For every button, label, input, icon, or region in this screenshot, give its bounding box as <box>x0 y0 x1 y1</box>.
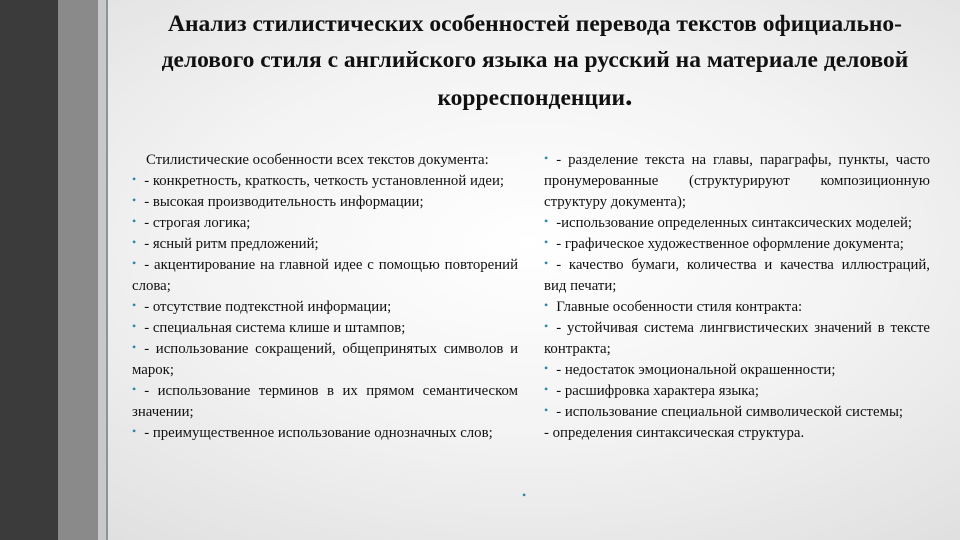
list-item <box>132 213 518 234</box>
bullet-icon: • <box>544 361 549 375</box>
bullet-icon: • <box>544 151 549 165</box>
right-bullet-list <box>544 150 930 423</box>
list-item <box>544 360 930 381</box>
list-item <box>132 192 518 213</box>
list-item-text: - качество бумаги, количества и качества иллюстраций, вид печати; <box>544 257 930 294</box>
left-column <box>132 150 518 444</box>
list-item <box>544 297 930 318</box>
list-item <box>132 423 518 444</box>
bullet-icon: • <box>132 424 137 438</box>
list-item <box>544 255 930 297</box>
list-item-text: - строгая логика; <box>144 215 251 231</box>
list-item-text: - использование терминов в их прямом семантическом значении; <box>132 383 518 420</box>
list-item-text: - ясный ритм предложений; <box>144 236 319 252</box>
left-bullet-list <box>132 171 518 444</box>
bullet-icon: • <box>544 403 549 417</box>
bullet-icon: • <box>132 256 137 270</box>
list-item-text: - высокая производительность информации; <box>144 194 424 210</box>
list-item-text: -использование определенных синтаксических моделей; <box>556 215 912 231</box>
list-item-text: - специальная система клише и штампов; <box>144 320 406 336</box>
decorative-stripe-dark <box>0 0 58 540</box>
list-item-text: Главные особенности стиля контракта: <box>556 299 803 315</box>
slide-title <box>140 6 930 116</box>
list-item <box>132 318 518 339</box>
decorative-stripe-accent <box>106 0 108 540</box>
bullet-icon: • <box>132 298 137 312</box>
list-item <box>132 234 518 255</box>
bullet-icon: • <box>544 382 549 396</box>
list-item-text: - разделение текста на главы, параграфы, пункты, часто пронумерованные (структурируют композиционную структуру документа); <box>544 152 930 210</box>
right-tail: - определения синтаксическая структура. <box>544 425 805 441</box>
bullet-icon: • <box>522 488 527 502</box>
list-item-text: - использование специальной символической системы; <box>556 404 903 420</box>
bullet-icon: • <box>132 235 137 249</box>
right-column <box>544 150 930 444</box>
bullet-icon: • <box>132 382 137 396</box>
list-item <box>132 297 518 318</box>
list-item <box>132 381 518 423</box>
list-item-text: - отсутствие подтекстной информации; <box>144 299 392 315</box>
list-item-text: - преимущественное использование однозначных слов; <box>144 425 493 441</box>
bullet-icon: • <box>544 235 549 249</box>
bullet-icon: • <box>132 319 137 333</box>
bullet-icon: • <box>544 319 549 333</box>
list-item <box>132 255 518 297</box>
bullet-icon: • <box>544 256 549 270</box>
list-item-text: - использование сокращений, общепринятых символов и марок; <box>132 341 518 378</box>
list-item <box>544 318 930 360</box>
decorative-stripe-light <box>98 0 106 540</box>
list-item-text: - конкретность, краткость, четкость установленной идеи; <box>144 173 504 189</box>
bullet-icon: • <box>544 214 549 228</box>
bullet-icon: • <box>132 214 137 228</box>
list-item-text: - акцентирование на главной идее с помощью повторений слова; <box>132 257 518 294</box>
list-item-text: - расшифровка характера языка; <box>556 383 759 399</box>
list-item <box>132 339 518 381</box>
slide-title-dot: . <box>625 79 633 112</box>
list-item <box>544 402 930 423</box>
list-item <box>544 381 930 402</box>
list-item <box>544 213 930 234</box>
bullet-icon: • <box>132 340 137 354</box>
bullet-icon: • <box>132 172 137 186</box>
list-item-text: - графическое художественное оформление документа; <box>556 236 904 252</box>
bullet-icon: • <box>132 193 137 207</box>
slide-title-text: Анализ стилистических особенностей перевода текстов официально-делового стиля с английского языка на русский на материале деловой корреспонденции <box>161 11 909 111</box>
list-item <box>544 234 930 255</box>
left-intro: Стилистические особенности всех текстов документа: <box>146 152 489 168</box>
list-item <box>132 171 518 192</box>
decorative-stripe-gray <box>58 0 98 540</box>
bullet-icon: • <box>544 298 549 312</box>
list-item <box>544 150 930 213</box>
list-item-text: - устойчивая система лингвистических значений в тексте контракта; <box>544 320 930 357</box>
list-item-text: - недостаток эмоциональной окрашенности; <box>556 362 836 378</box>
